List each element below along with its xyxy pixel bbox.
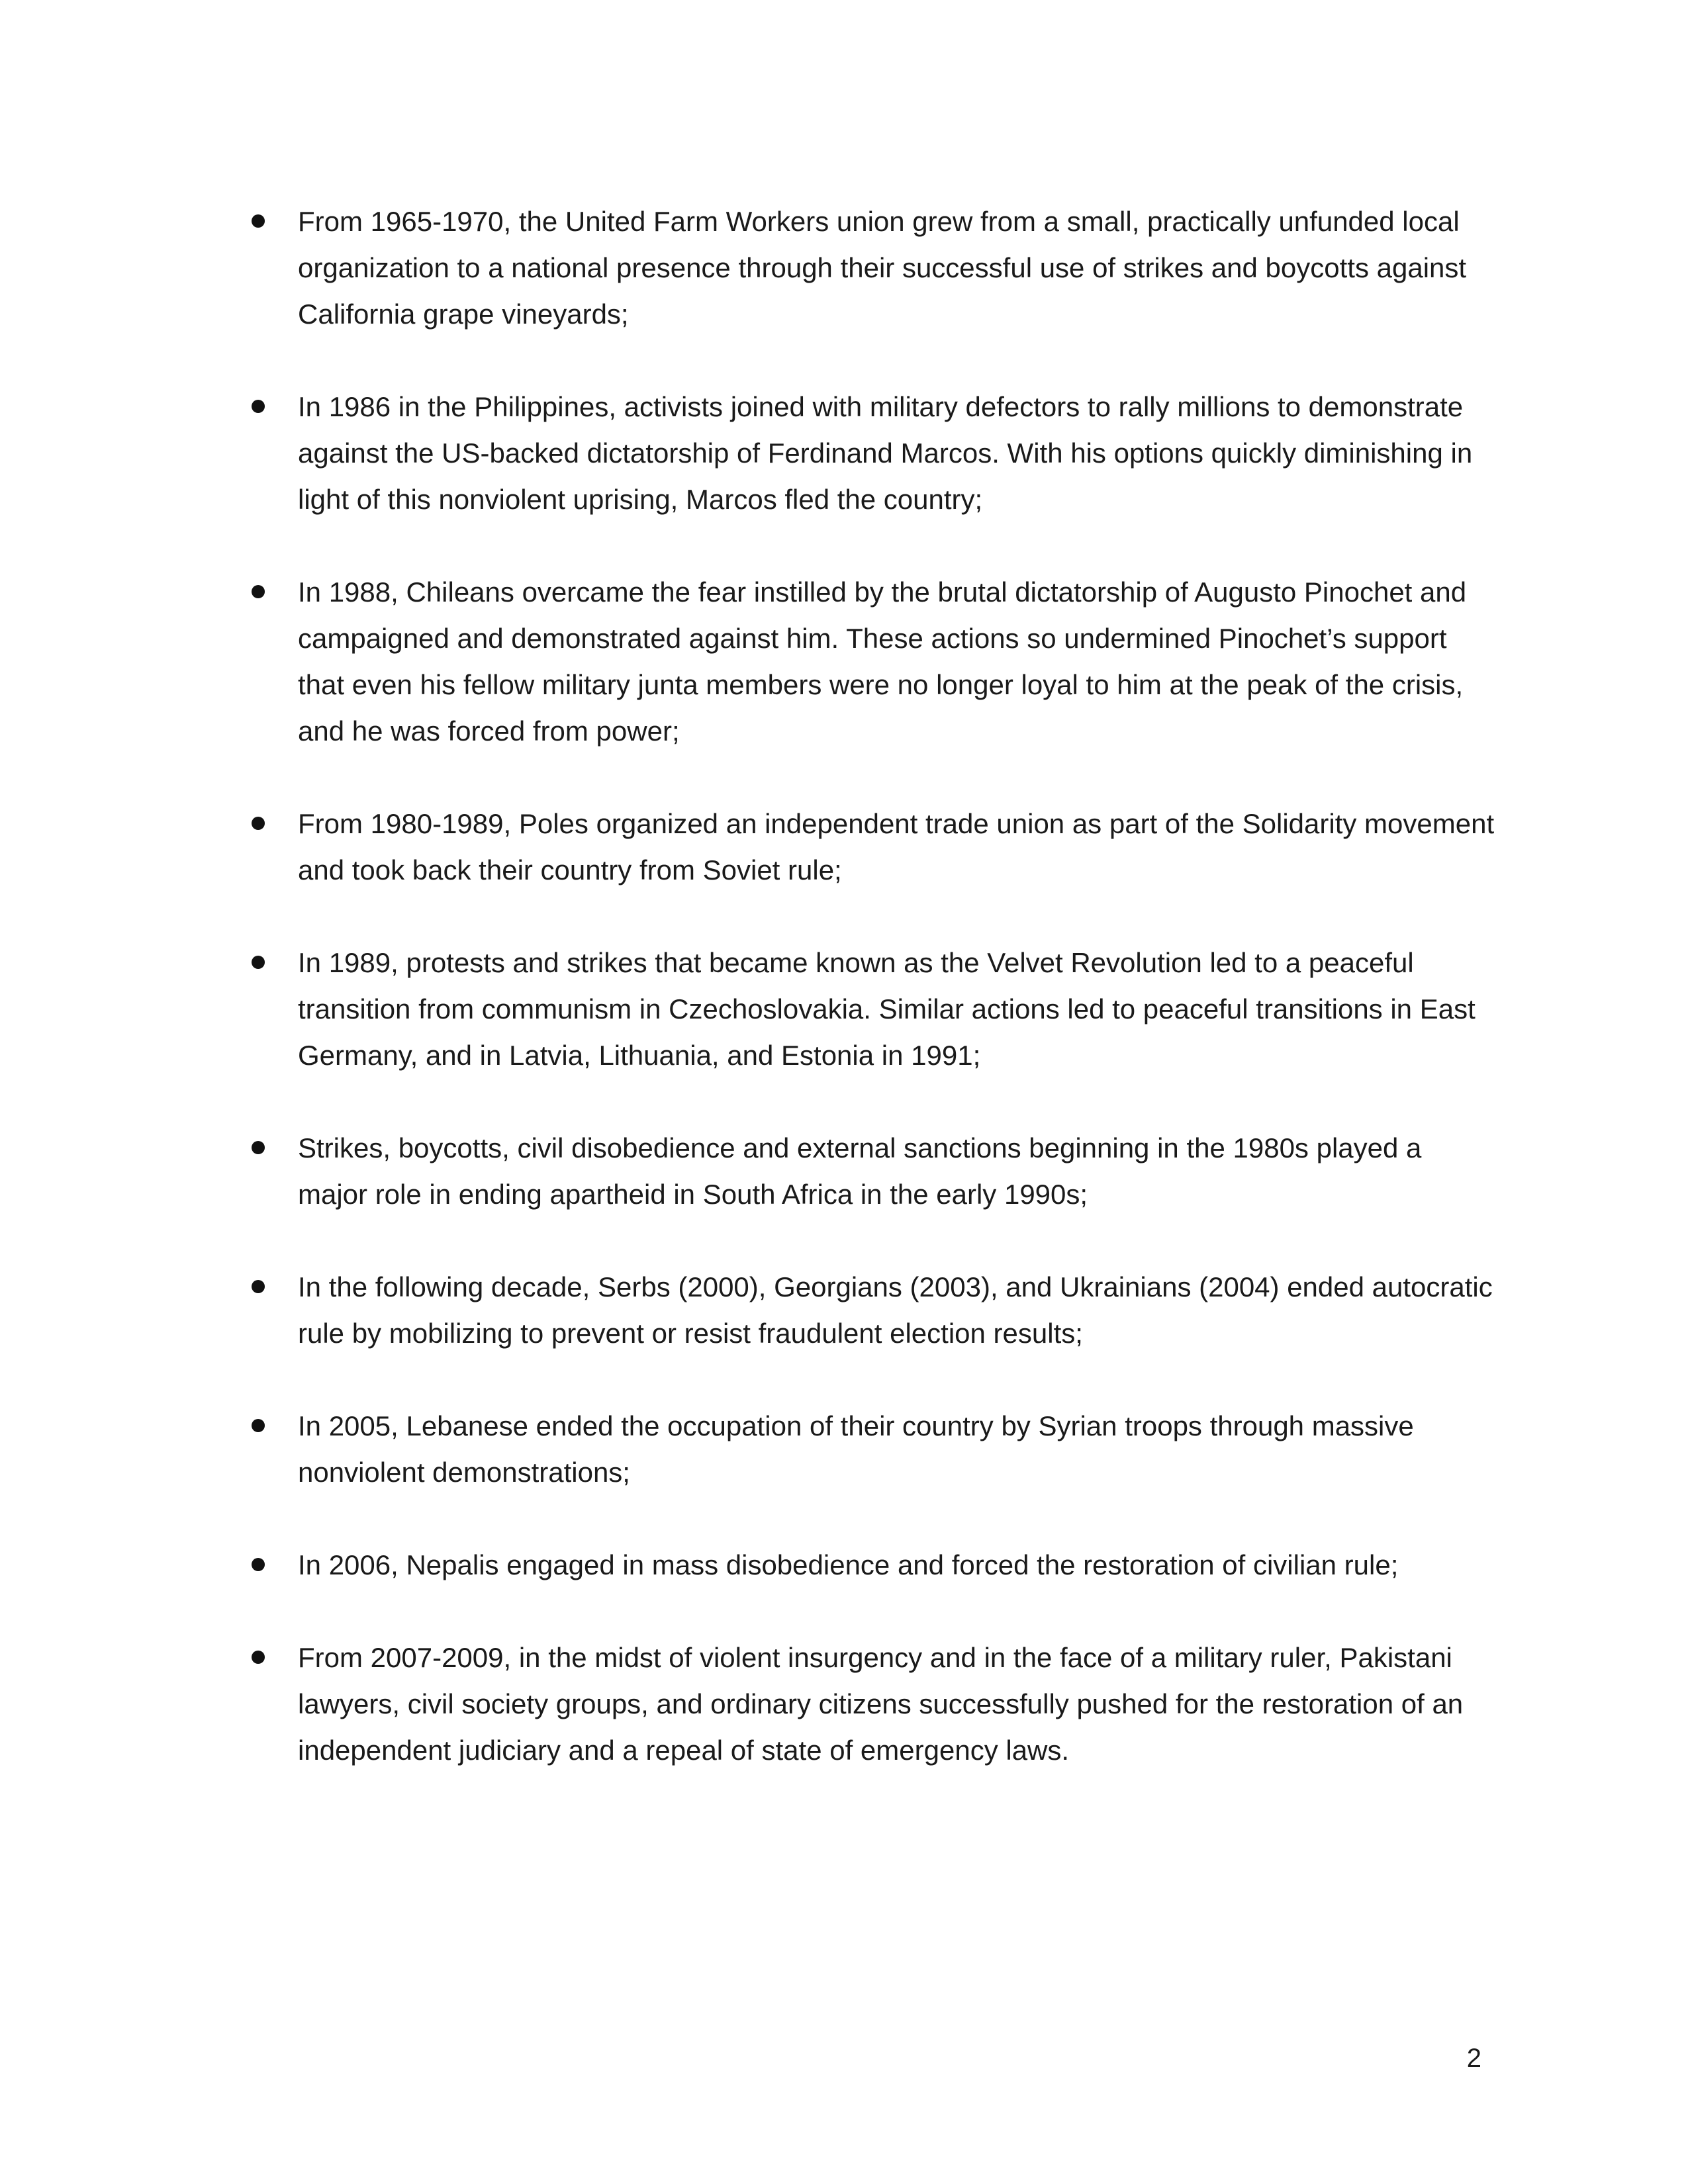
bullet-text: In 1986 in the Philippines, activists joined with military defectors to rally millions to demonstrate against the US-backed dictatorship of Ferdinand Marcos. With his options quickly diminishing in light of this nonviolent uprising, Marcos fled the country; <box>298 391 1473 515</box>
bullet-text: In the following decade, Serbs (2000), Georgians (2003), and Ukrainians (2004) ended autocratic rule by mobilizing to prevent or resist fraudulent election results; <box>298 1271 1493 1349</box>
bullet-dot-icon <box>252 1280 265 1293</box>
list-item <box>252 199 1496 338</box>
bullet-text: From 1980-1989, Poles organized an independent trade union as part of the Solidarity movement and took back their country from Soviet rule; <box>298 808 1495 886</box>
bullet-dot-icon <box>252 956 265 969</box>
list-item <box>252 384 1496 523</box>
bullet-text: Strikes, boycotts, civil disobedience and external sanctions beginning in the 1980s played a major role in ending apartheid in South Africa in the early 1990s; <box>298 1132 1422 1210</box>
list-item <box>252 1264 1496 1357</box>
page-number: 2 <box>1466 2044 1481 2073</box>
bullet-dot-icon <box>252 1651 265 1664</box>
bullet-dot-icon <box>252 1558 265 1571</box>
bullet-text: From 1965-1970, the United Farm Workers union grew from a small, practically unfunded local organization to a national presence through their successful use of strikes and boycotts against California grape vineyards; <box>298 206 1467 330</box>
bullet-text: In 1988, Chileans overcame the fear instilled by the brutal dictatorship of Augusto Pinochet and campaigned and demonstrated against him. These actions so undermined Pinochet’s support that even his fellow military junta members were no longer loyal to him at the peak of the crisis, and he was forced from power; <box>298 576 1467 747</box>
list-item <box>252 1403 1496 1496</box>
bullet-dot-icon <box>252 585 265 598</box>
list-item <box>252 1635 1496 1774</box>
bullet-dot-icon <box>252 400 265 413</box>
list-item <box>252 569 1496 754</box>
bullet-text: In 2006, Nepalis engaged in mass disobedience and forced the restoration of civilian rule; <box>298 1549 1399 1580</box>
list-item <box>252 801 1496 893</box>
list-item <box>252 940 1496 1079</box>
bullet-dot-icon <box>252 817 265 830</box>
bullet-dot-icon <box>252 1419 265 1432</box>
list-item <box>252 1542 1496 1588</box>
list-item <box>252 1125 1496 1218</box>
bullet-dot-icon <box>252 1141 265 1154</box>
bullet-list <box>252 199 1496 1820</box>
bullet-text: From 2007-2009, in the midst of violent insurgency and in the face of a military ruler, Pakistani lawyers, civil society groups, and ordinary citizens successfully pushed for the restoration of an independent judiciary and a repeal of state of emergency laws. <box>298 1642 1464 1766</box>
bullet-dot-icon <box>252 214 265 228</box>
bullet-text: In 1989, protests and strikes that became known as the Velvet Revolution led to a peaceful transition from communism in Czechoslovakia. Similar actions led to peaceful transitions in East Germany, and in Latvia, Lithuania, and Estonia in 1991; <box>298 947 1476 1071</box>
bullet-text: In 2005, Lebanese ended the occupation of their country by Syrian troops through massive nonviolent demonstrations; <box>298 1410 1414 1488</box>
